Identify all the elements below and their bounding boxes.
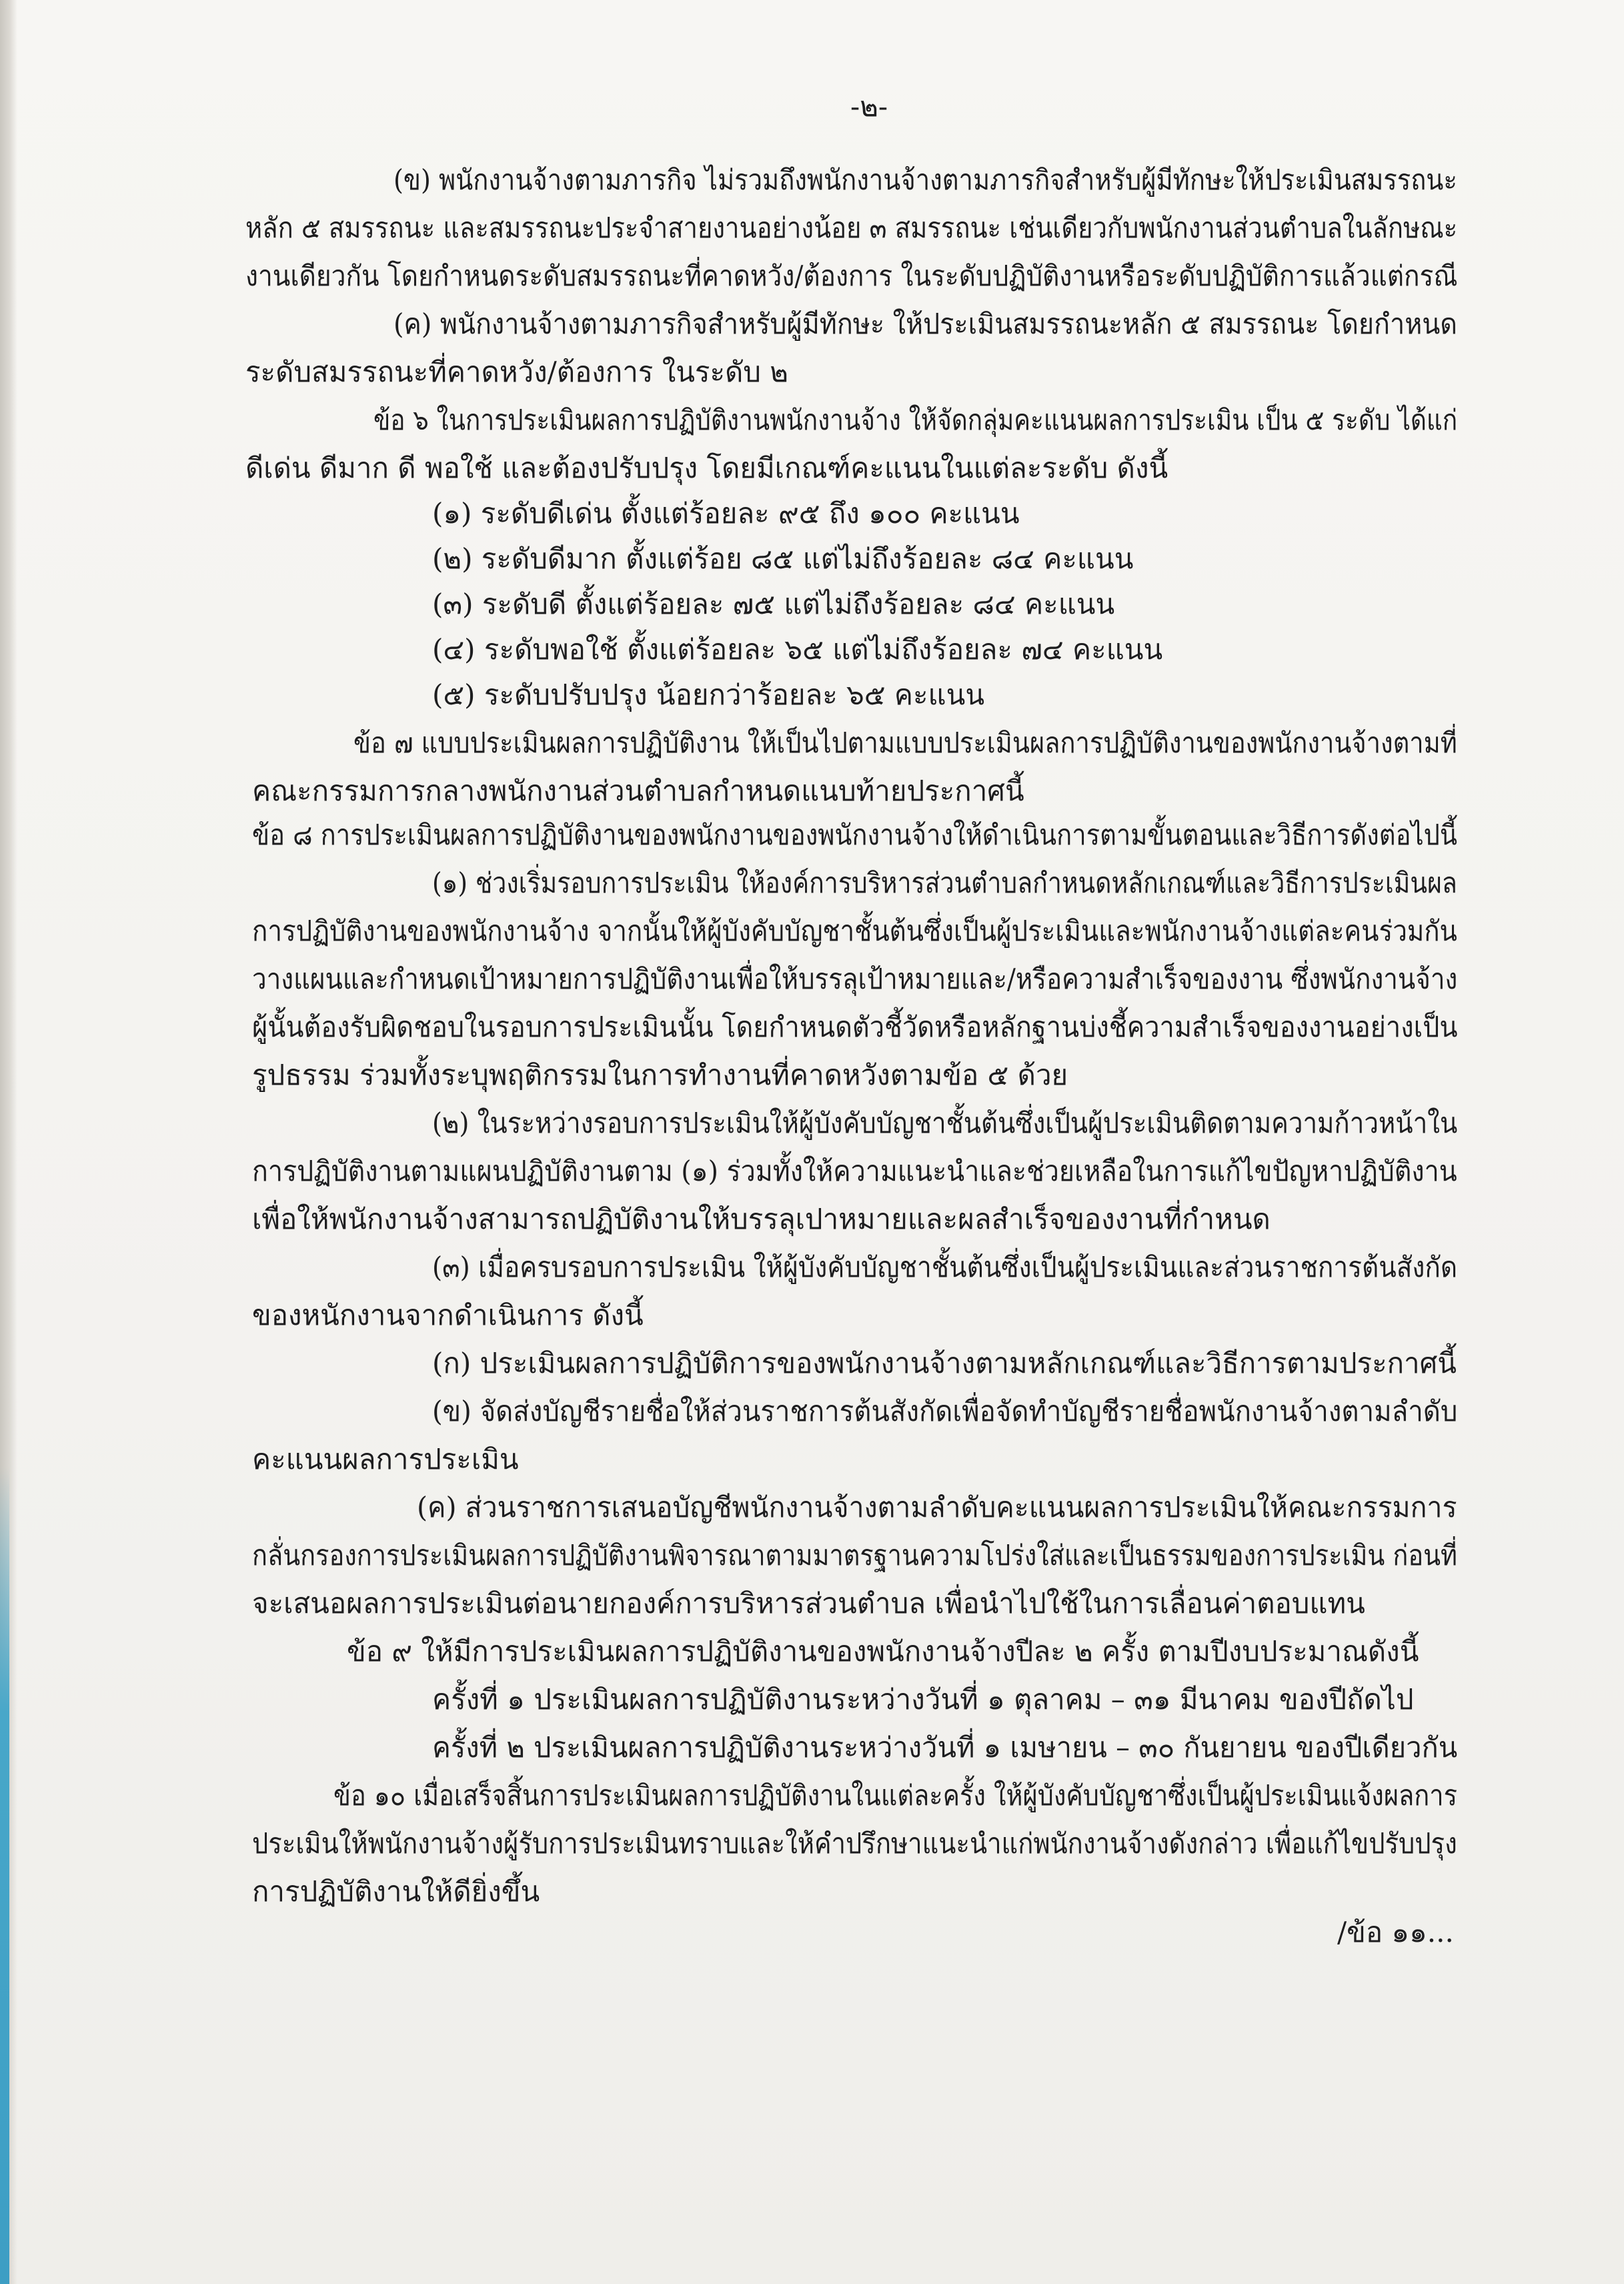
list-item: (ข) จัดส่งบัญชีรายชื่อให้ส่วนราชการต้นสังกัดเพื่อจัดทำบัญชีรายชื่อพนักงานจ้างตามลำดับ	[432, 1395, 1458, 1428]
text-line: คณะกรรมการกลางพนักงานส่วนตำบลกำหนดแนบท้ายประกาศนี้	[252, 774, 1024, 807]
list-item: (๔) ระดับพอใช้ ตั้งแต่ร้อยละ ๖๕ แต่ไม่ถึงร้อยละ ๗๔ คะแนน	[432, 633, 1163, 666]
text-line: วางแผนและกำหนดเป้าหมายการปฏิบัติงานเพื่อให้บรรลุเป้าหมายและ/หรือความสำเร็จของงาน ซึ่งพนักงานจ้าง	[252, 963, 1458, 995]
text-line: ของหนักงานจากดำเนินการ ดังนี้	[252, 1299, 644, 1331]
text-line: ข้อ ๖ ในการประเมินผลการปฏิบัติงานพนักงานจ้าง ให้จัดกลุ่มคะแนนผลการประเมิน เป็น ๕ ระดับ ได้แก่	[373, 404, 1458, 436]
list-item: (๕) ระดับปรับปรุง น้อยกว่าร้อยละ ๖๕ คะแนน	[432, 678, 985, 711]
continuation-marker: /ข้อ ๑๑...	[1337, 1916, 1454, 1948]
text-line: คะแนนผลการประเมิน	[252, 1443, 519, 1476]
text-line: การปฏิบัติงานของพนักงานจ้าง จากนั้นให้ผู้บังคับบัญชาชั้นต้นซึ่งเป็นผู้ประเมินและพนักงานจ้างแต่ละคนร่วมกัน	[252, 915, 1457, 947]
text-line: ผู้นั้นต้องรับผิดชอบในรอบการประเมินนั้น โดยกำหนดตัวชี้วัดหรือหลักฐานบ่งชี้ความสำเร็จของงานอย่างเป็น	[252, 1011, 1458, 1043]
list-item: ครั้งที่ ๒ ประเมินผลการปฏิบัติงานระหว่างวันที่ ๑ เมษายน – ๓๐ กันยายน ของปีเดียวกัน	[432, 1731, 1458, 1764]
text-line: ข้อ ๙ ให้มีการประเมินผลการปฏิบัติงานของพนักงานจ้างปีละ ๒ ครั้ง ตามปีงบประมาณดังนี้	[347, 1635, 1419, 1668]
list-item: (ค) ส่วนราชการเสนอบัญชีพนักงานจ้างตามลำดับคะแนนผลการประเมินให้คณะกรรมการ	[417, 1491, 1457, 1524]
list-item: ครั้งที่ ๑ ประเมินผลการปฏิบัติงานระหว่างวันที่ ๑ ตุลาคม – ๓๑ มีนาคม ของปีถัดไป	[432, 1683, 1414, 1716]
list-item: (๓) ระดับดี ตั้งแต่ร้อยละ ๗๕ แต่ไม่ถึงร้อยละ ๘๔ คะแนน	[432, 588, 1115, 620]
text-line: การปฏิบัติงานให้ดียิ่งขึ้น	[252, 1875, 540, 1908]
text-line: (๒) ในระหว่างรอบการประเมินให้ผู้บังคับบัญชาชั้นต้นซึ่งเป็นผู้ประเมินติดตามความก้าวหน้าใน	[432, 1107, 1458, 1139]
page-number: -๒-	[850, 90, 888, 123]
text-line: ข้อ ๘ การประเมินผลการปฏิบัติงานของพนักงานของพนักงานจ้างให้ดำเนินการตามขั้นตอนและวิธีการดังต่อไปนี้	[252, 818, 1457, 851]
text-line: การปฏิบัติงานตามแผนปฏิบัติงานตาม (๑) ร่วมทั้งให้ความแนะนำและช่วยเหลือในการแก้ไขปัญหาปฏิบัติงาน	[252, 1155, 1457, 1187]
text-line: หลัก ๕ สมรรถนะ และสมรรถนะประจำสายงานอย่างน้อย ๓ สมรรถนะ เช่นเดียวกับพนักงานส่วนตำบลในลักษณะ	[245, 211, 1458, 244]
text-line: งานเดียวกัน โดยกำหนดระดับสมรรถนะที่คาดหวัง/ต้องการ ในระดับปฏิบัติงานหรือระดับปฏิบัติการแล้วแต่กรณี	[245, 259, 1458, 292]
list-item: (๑) ระดับดีเด่น ตั้งแต่ร้อยละ ๙๕ ถึง ๑๐๐ คะแนน	[432, 497, 1020, 530]
text-line: กลั่นกรองการประเมินผลการปฏิบัติงานพิจารณาตามมาตรฐานความโปร่งใส่และเป็นธรรมของการประเมิน ก่อนที่	[252, 1539, 1458, 1572]
text-line: ดีเด่น ดีมาก ดี พอใช้ และต้องปรับปรุง โดยมีเกณฑ์คะแนนในแต่ละระดับ ดังนี้	[245, 452, 1168, 484]
text-line: ข้อ ๗ แบบประเมินผลการปฏิบัติงาน ให้เป็นไปตามแบบประเมินผลการปฏิบัติงานของพนักงานจ้างตามที่	[353, 726, 1457, 759]
list-item: (ก) ประเมินผลการปฏิบัติการของพนักงานจ้างตามหลักเกณฑ์และวิธีการตามประกาศนี้	[432, 1347, 1457, 1379]
text-line: ข้อ ๑๐ เมื่อเสร็จสิ้นการประเมินผลการปฏิบัติงานในแต่ละครั้ง ให้ผู้บังคับบัญชาซึ่งเป็นผู้ประเมินแจ้งผลการ	[333, 1779, 1457, 1812]
text-line: รูปธรรม ร่วมทั้งระบุพฤติกรรมในการทำงานที่คาดหวังตามข้อ ๕ ด้วย	[252, 1059, 1068, 1091]
text-line: (ข) พนักงานจ้างตามภารกิจ ไม่รวมถึงพนักงานจ้างตามภารกิจสำหรับผู้มีทักษะให้ประเมินสมรรถนะ	[393, 163, 1457, 196]
text-line: (ค) พนักงานจ้างตามภารกิจสำหรับผู้มีทักษะ ให้ประเมินสมรรถนะหลัก ๕ สมรรถนะ โดยกำหนด	[393, 308, 1457, 340]
text-line: จะเสนอผลการประเมินต่อนายกองค์การบริหารส่วนตำบล เพื่อนำไปใช้ในการเลื่อนค่าตอบแทน	[252, 1587, 1365, 1620]
page-edge-blue-tint	[0, 1468, 9, 2284]
list-item: (๒) ระดับดีมาก ตั้งแต่ร้อย ๘๕ แต่ไม่ถึงร้อยละ ๘๔ คะแนน	[432, 542, 1134, 575]
text-line: ประเมินให้พนักงานจ้างผู้รับการประเมินทราบและให้คำปรึกษาแนะนำแก่พนักงานจ้างดังกล่าว เพื่อแก้ไขปรับปรุง	[252, 1827, 1457, 1860]
text-line: ระดับสมรรถนะที่คาดหวัง/ต้องการ ในระดับ ๒	[245, 356, 788, 388]
text-line: เพื่อให้พนักงานจ้างสามารถปฏิบัติงานให้บรรลุเปาหมายและผลสำเร็จของงานที่กำหนด	[252, 1203, 1271, 1235]
text-line: (๑) ช่วงเริ่มรอบการประเมิน ให้องค์การบริหารส่วนตำบลกำหนดหลักเกณฑ์และวิธีการประเมินผล	[432, 867, 1457, 899]
text-line: (๓) เมื่อครบรอบการประเมิน ให้ผู้บังคับบัญชาชั้นต้นซึ่งเป็นผู้ประเมินและส่วนราชการต้นสังกัด	[432, 1251, 1458, 1283]
